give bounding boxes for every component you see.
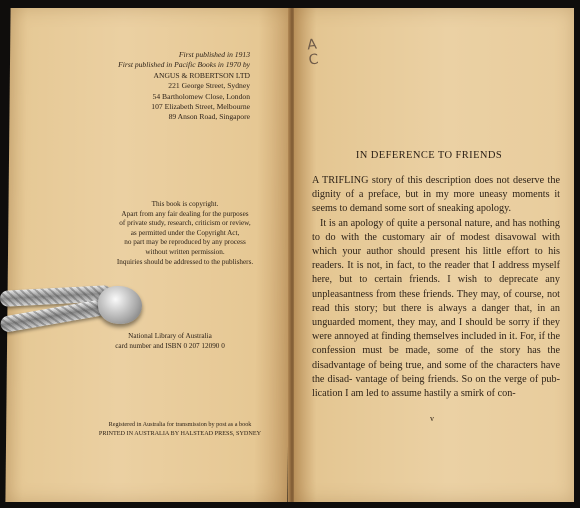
copyright-line: Inquiries should be addressed to the publishers.: [116, 257, 254, 266]
publisher-name: ANGUS & ROBERTSON LTD: [153, 70, 250, 80]
address-sydney: 221 George Street, Sydney: [168, 81, 250, 91]
page-marker: v: [430, 414, 434, 423]
printer-info: [70, 420, 290, 438]
preface-paragraph: A TRIFLING story of this description does not deserve the dignity of a preface, but in my more uneasy moments it seems to demand some sort of sneaking apology.: [312, 175, 560, 215]
preface-paragraph: It is an apology of quite a personal nature, and has nothing to do with the customary air of modest disavowal with which your author should present his little effort to his readers. It is not, in fact, to the reader that I address myself here, but to certain friends. I wish to deprecate any unpleasantness from these friends. They may, of course, not read this story; but there is always a danger that, in an unguarded moment, they may, and I should be sorry if they were annoyed at finding themselves included in it. For, if the confession must be made, some of the story has the disadvantage of being true, and some of the characters have the disad- vantage of being friends. So on the verge of pub- lication I am led to assume hastily a smirk of con-: [312, 217, 560, 400]
copyright-notice: [100, 200, 270, 267]
copyright-line: of private study, research, criticism or review,: [119, 219, 251, 228]
printed-line: PRINTED IN AUSTRALIA BY HALSTEAD PRESS, SYDNEY: [98, 430, 262, 437]
isbn-line: card number and ISBN 0 207 12090 0: [115, 341, 225, 350]
clip-hand-ornament: [98, 286, 142, 324]
address-melbourne: 107 Elizabeth Street, Melbourne: [151, 102, 250, 112]
pencil-letter-a: A: [306, 36, 318, 54]
silver-bookmark-clip: [0, 284, 148, 336]
address-singapore: 89 Anson Road, Singapore: [168, 112, 250, 122]
preface-body: [312, 174, 560, 401]
imprint-block: [60, 50, 250, 123]
copyright-line: no part may be reproduced by any process: [124, 238, 246, 247]
copyright-line: Apart from any fair dealing for the purposes: [121, 209, 249, 218]
registered-line: Registered in Australia for transmission by post as a book: [108, 421, 252, 428]
copyright-line: without written permission.: [145, 247, 225, 256]
first-published-line: First published in 1913: [178, 50, 250, 59]
pencil-letter-c: C: [307, 51, 320, 69]
nla-line: National Library of Australia: [128, 332, 212, 340]
copyright-line: This book is copyright.: [151, 200, 219, 208]
preface-heading: IN DEFERENCE TO FRIENDS: [355, 150, 503, 161]
address-london: 54 Bartholomew Close, London: [152, 91, 250, 101]
pacific-books-line: First published in Pacific Books in 1970 by: [118, 60, 250, 70]
copyright-line: as permitted under the Copyright Act,: [130, 228, 240, 237]
